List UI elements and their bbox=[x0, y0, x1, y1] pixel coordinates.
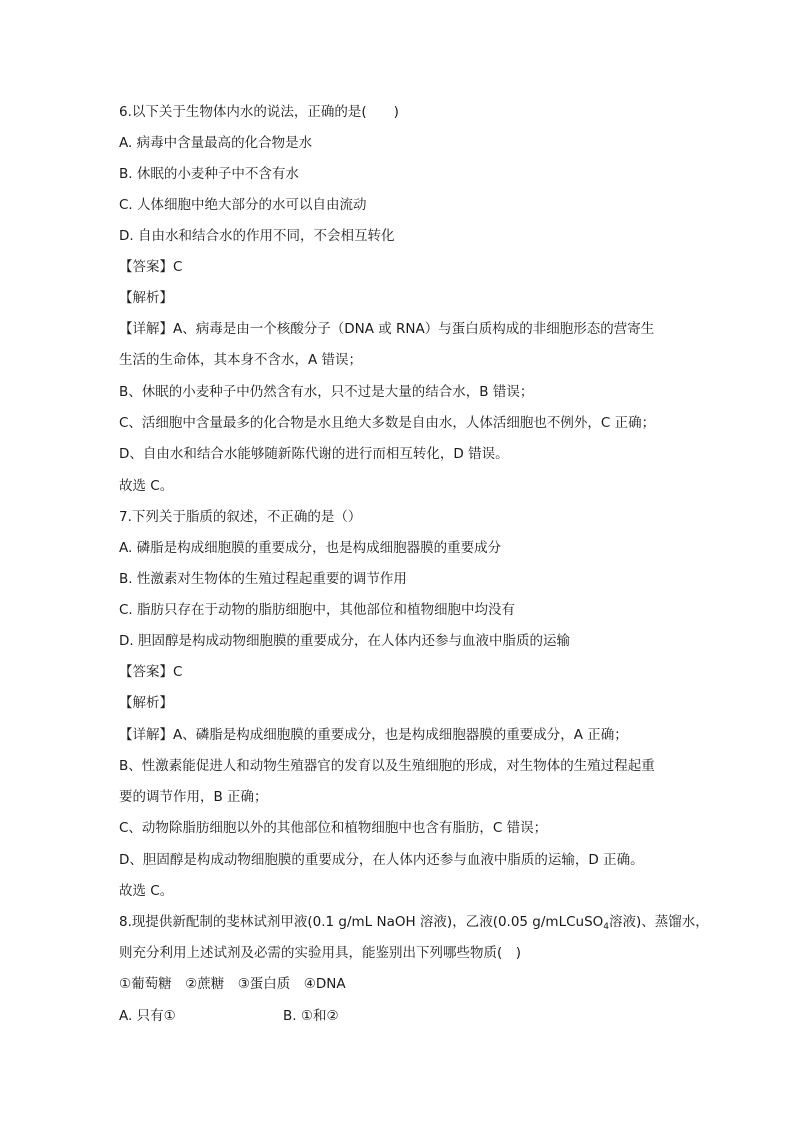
question-8-stem-text: 溶液)、蒸馏水， bbox=[609, 914, 709, 930]
question-7-answer: 【答案】C bbox=[119, 664, 183, 680]
question-7-analysis-label: 【解析】 bbox=[119, 695, 173, 711]
question-6-option-d: D. 自由水和结合水的作用不同，不会相互转化 bbox=[119, 228, 395, 244]
question-8-stem-text: 8.现提供新配制的斐林试剂甲液(0.1 g/mL NaOH 溶液)，乙液(0.05 g/mLCuSO bbox=[119, 914, 604, 930]
question-6-answer: 【答案】C bbox=[119, 259, 183, 275]
question-7-detail-line: 【详解】A、磷脂是构成细胞膜的重要成分，也是构成细胞器膜的重要成分，A 正确； bbox=[119, 727, 628, 743]
question-6-option-a: A. 病毒中含量最高的化合物是水 bbox=[119, 135, 313, 151]
question-6-option-b: B. 休眠的小麦种子中不含有水 bbox=[119, 166, 299, 182]
question-6-detail-line: 【详解】A、病毒是由一个核酸分子（DNA 或 RNA）与蛋白质构成的非细胞形态的营寄生 bbox=[119, 321, 655, 337]
question-8-subscript: 4 bbox=[603, 922, 610, 932]
question-6-detail-line: C、活细胞中含量最多的化合物是水且绝大多数是自由水，人体活细胞也不例外，C 正确； bbox=[119, 415, 656, 431]
question-7-detail-line: C、动物除脂肪细胞以外的其他部位和植物细胞中也含有脂肪，C 错误； bbox=[119, 820, 548, 836]
question-7-detail-line: D、胆固醇是构成动物细胞膜的重要成分，在人体内还参与血液中脂质的运输，D 正确。 bbox=[119, 852, 644, 868]
question-7-stem: 7.下列关于脂质的叙述，不正确的是（） bbox=[119, 509, 362, 525]
question-8-items: ①葡萄糖 ②蔗糖 ③蛋白质 ④DNA bbox=[119, 976, 346, 992]
question-8-option-a: A. 只有① bbox=[119, 1008, 176, 1024]
question-7-detail-line: 要的调节作用，B 正确； bbox=[119, 789, 268, 805]
question-6-detail-line: D、自由水和结合水能够随新陈代谢的进行而相互转化，D 错误。 bbox=[119, 446, 509, 462]
question-6-stem: 6.以下关于生物体内水的说法，正确的是( ) bbox=[119, 104, 399, 120]
question-8-stem bbox=[119, 912, 709, 937]
question-6-analysis-label: 【解析】 bbox=[119, 290, 173, 306]
question-7-option-b: B. 性激素对生物体的生殖过程起重要的调节作用 bbox=[119, 571, 407, 587]
question-7-option-a: A. 磷脂是构成细胞膜的重要成分，也是构成细胞器膜的重要成分 bbox=[119, 540, 502, 556]
question-6-conclusion: 故选 C。 bbox=[119, 478, 174, 494]
question-6-detail-line: B、休眠的小麦种子中仍然含有水，只不过是大量的结合水，B 错误； bbox=[119, 384, 534, 400]
question-7-detail-line: B、性激素能促进人和动物生殖器官的发育以及生殖细胞的形成，对生物体的生殖过程起重 bbox=[119, 758, 655, 774]
question-6-detail-line: 生活的生命体，其本身不含水，A 错误； bbox=[119, 352, 363, 368]
question-7-option-c: C. 脂肪只存在于动物的脂肪细胞中，其他部位和植物细胞中均没有 bbox=[119, 602, 516, 618]
question-8-option-b: B. ①和② bbox=[283, 1008, 339, 1024]
question-7-conclusion: 故选 C。 bbox=[119, 883, 174, 899]
question-6-option-c: C. 人体细胞中绝大部分的水可以自由流动 bbox=[119, 197, 367, 213]
question-8-stem-continued: 则充分利用上述试剂及必需的实验用具，能鉴别出下列哪些物质( ) bbox=[119, 945, 522, 961]
question-7-option-d: D. 胆固醇是构成动物细胞膜的重要成分，在人体内还参与血液中脂质的运输 bbox=[119, 633, 570, 649]
